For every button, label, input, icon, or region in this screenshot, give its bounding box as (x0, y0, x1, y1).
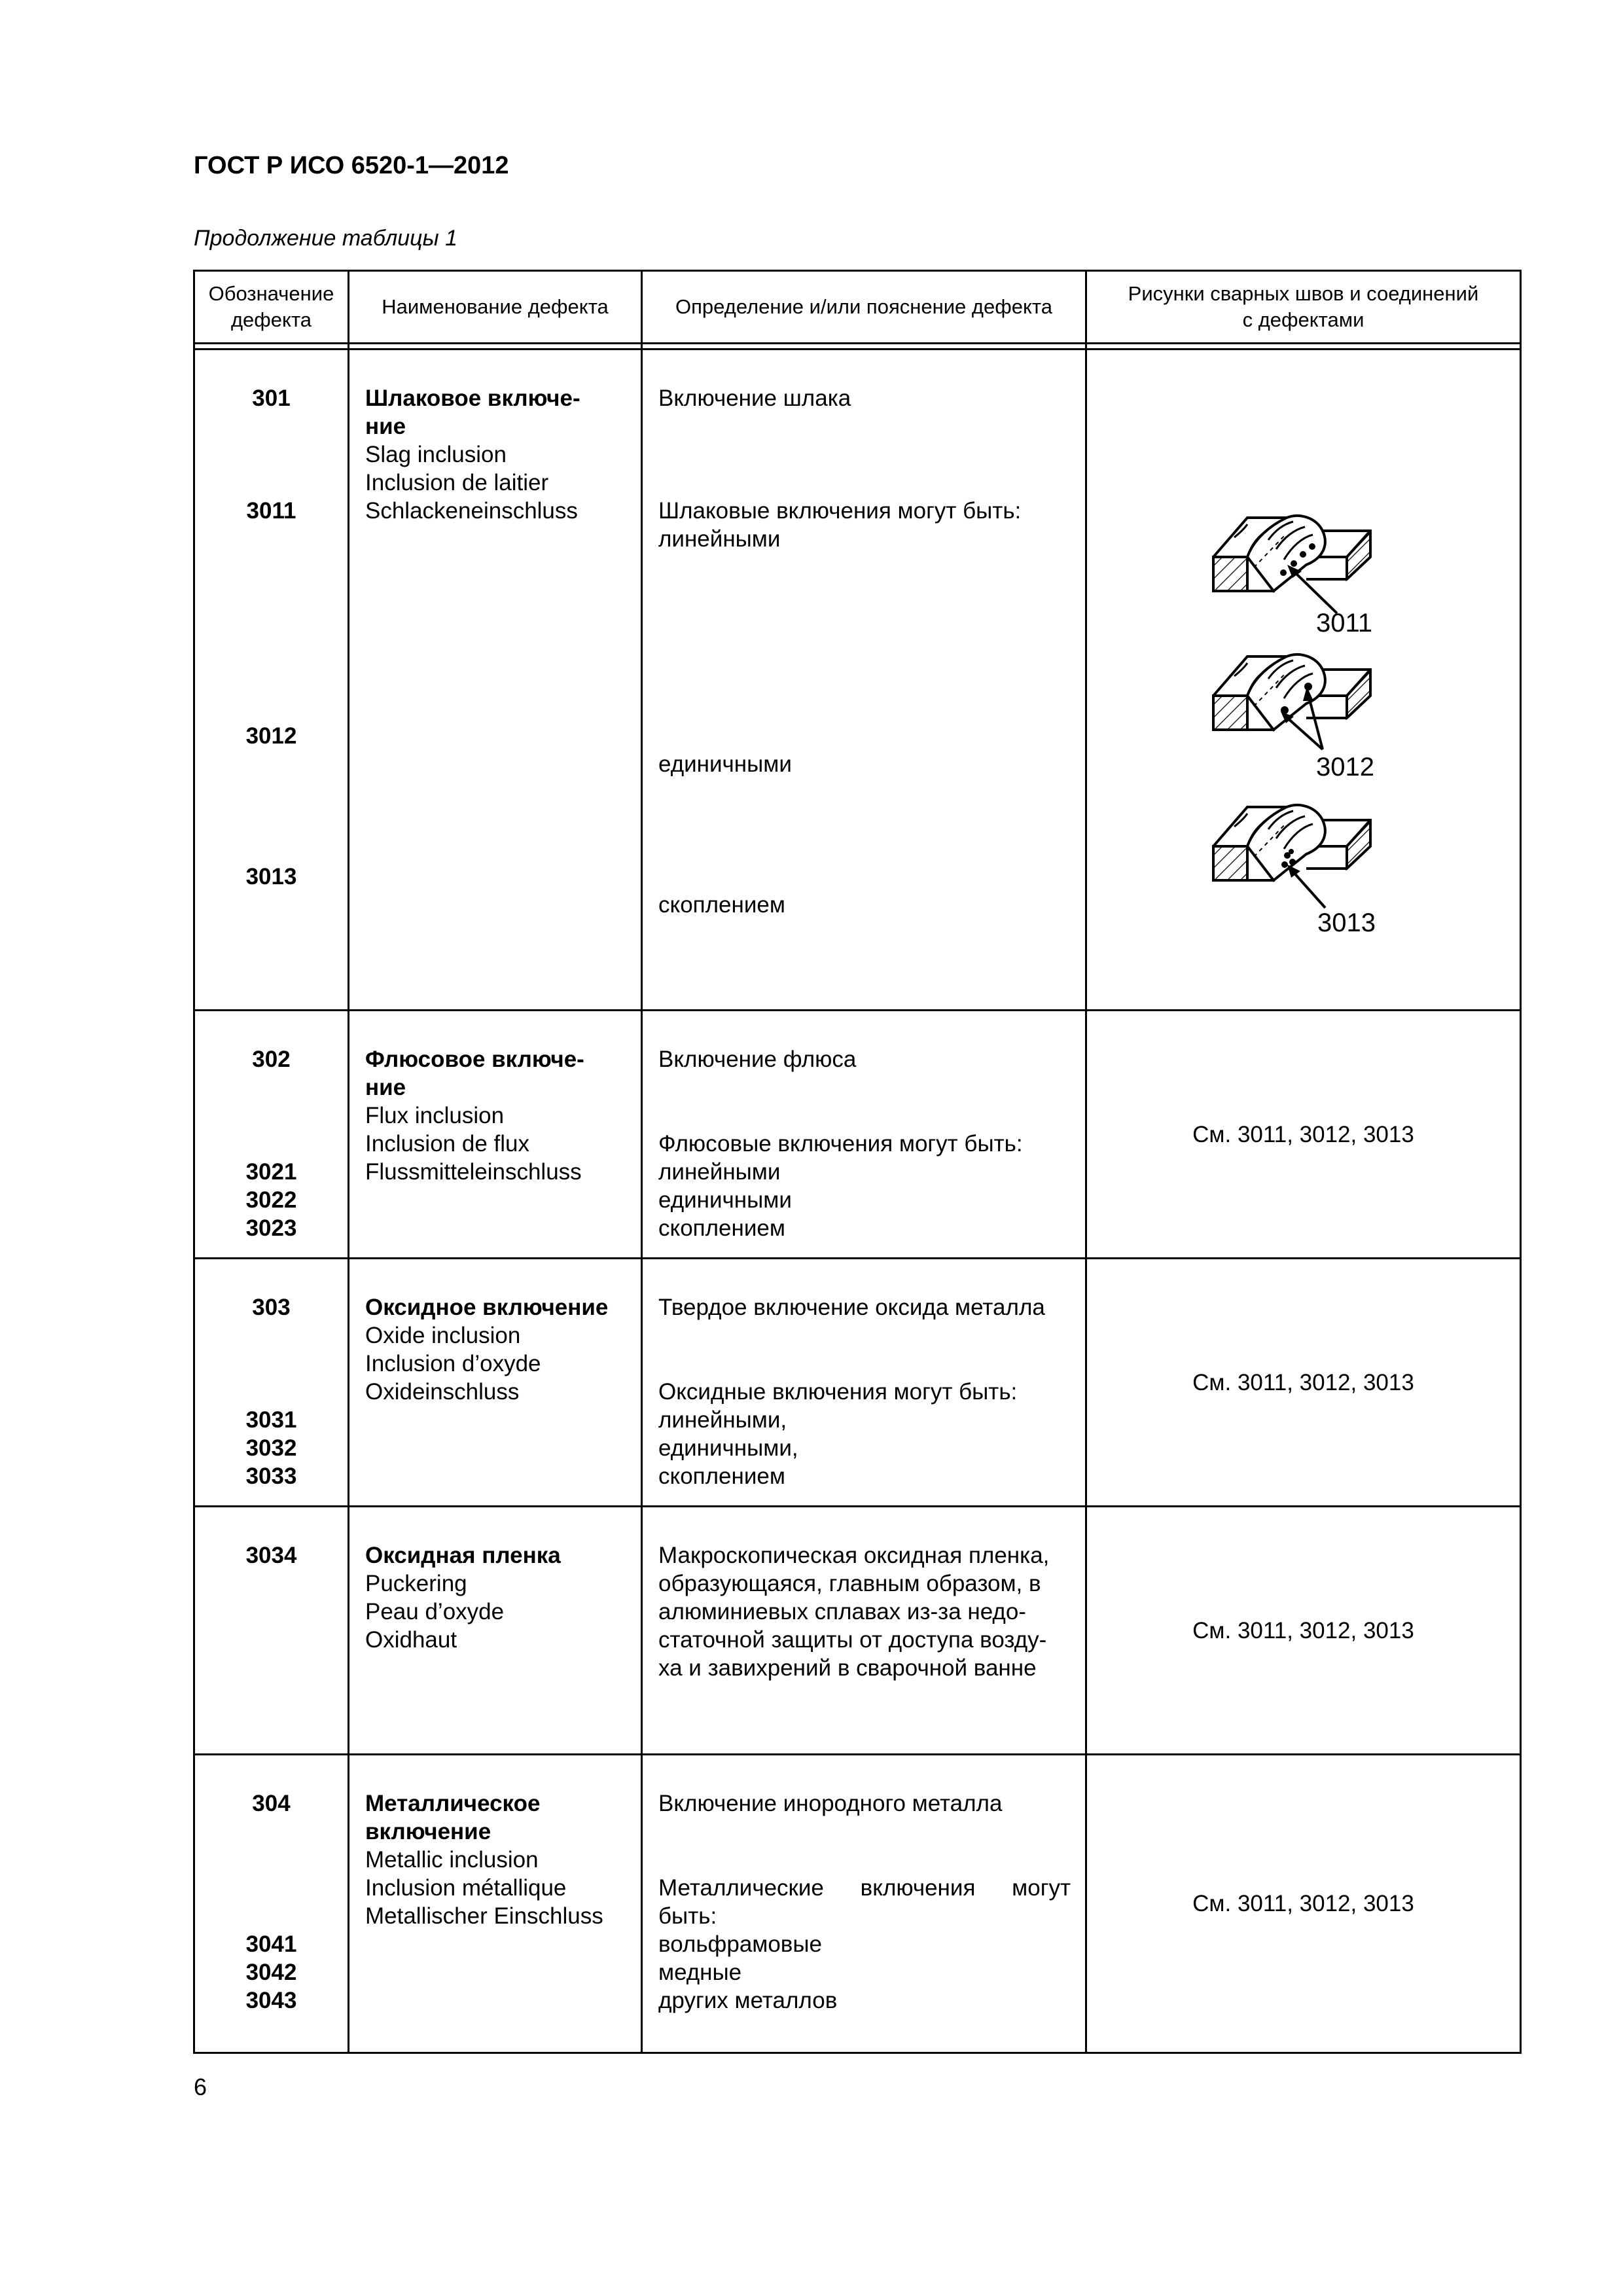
header-separator (194, 344, 1521, 350)
header-figures (1086, 271, 1521, 344)
header-figures-line-2: с дефектами (1242, 308, 1364, 331)
code-cell (194, 1011, 349, 1259)
code-3033: 3033 (245, 1463, 297, 1489)
name-fr: Inclusion de laitier (365, 470, 549, 495)
name-ru-line-1: Флюсовое включе- (365, 1047, 584, 1072)
code-3012: 3012 (245, 723, 297, 749)
name-ru-line-1: Шлаковое включе- (365, 386, 580, 411)
table-row-3034 (194, 1507, 1521, 1755)
definition-sub-3: скоплением (658, 1215, 785, 1241)
document-title: ГОСТ Р ИСО 6520-1—2012 (194, 152, 509, 179)
code-3031: 3031 (245, 1407, 297, 1433)
header-definition: Определение и/или пояснение дефекта (642, 271, 1086, 344)
definition-line-5: ха и завихрений в сварочной ванне (658, 1655, 1037, 1681)
definition-intro-line-1: Металлические включения могут (658, 1875, 1071, 1901)
code-cell (194, 350, 349, 1011)
figure-reference: См. 3011, 3012, 3013 (1086, 1755, 1521, 2053)
code-cell (194, 1755, 349, 2053)
figure-label-3013: 3013 (1317, 908, 1376, 937)
weld-figure-3013 (1087, 786, 1528, 943)
code-3043: 3043 (245, 1988, 297, 2013)
name-de: Flussmitteleinschluss (365, 1159, 582, 1185)
definition-sub-3: скоплением (658, 1463, 785, 1489)
header-code-line-1: Обозначение (208, 282, 334, 305)
definition-sub-1: линейными, (658, 1407, 787, 1433)
definition-line-2: образующаяся, главным образом, в (658, 1571, 1041, 1596)
name-cell (349, 1011, 642, 1259)
code-303: 303 (252, 1295, 291, 1320)
definition-intro: Флюсовые включения могут быть: (658, 1131, 1023, 1157)
table-caption: Продолжение таблицы 1 (194, 226, 457, 251)
defects-table (193, 270, 1522, 2054)
name-fr: Inclusion d’oxyde (365, 1351, 541, 1376)
name-ru-line-2: включение (365, 1819, 491, 1844)
name-cell (349, 1507, 642, 1755)
name-cell (349, 1755, 642, 2053)
definition-main: Включение флюса (658, 1047, 857, 1072)
code-3041: 3041 (245, 1931, 297, 1957)
definition-line-1: Макроскопическая оксидная пленка, (658, 1543, 1050, 1568)
definition-cell (642, 1259, 1086, 1507)
definition-cell (642, 1011, 1086, 1259)
name-en: Oxide inclusion (365, 1323, 521, 1348)
definition-sub-1: вольфрамовые (658, 1931, 823, 1957)
name-de: Oxidhaut (365, 1627, 457, 1653)
name-fr: Inclusion métallique (365, 1875, 567, 1901)
table-row-301 (194, 350, 1521, 1011)
name-en: Metallic inclusion (365, 1847, 539, 1873)
table-row-304 (194, 1755, 1521, 2053)
table-row-302 (194, 1011, 1521, 1259)
name-de: Oxideinschluss (365, 1379, 520, 1405)
figure-reference: См. 3011, 3012, 3013 (1086, 1507, 1521, 1755)
definition-main: Твердое включение оксида металла (658, 1295, 1045, 1320)
name-de: Metallischer Einschluss (365, 1903, 603, 1929)
definition-sub-2: единичными (658, 751, 792, 777)
figure-reference: См. 3011, 3012, 3013 (1086, 1259, 1521, 1507)
name-ru-line-1: Металлическое (365, 1791, 541, 1816)
definition-sub-2: единичными (658, 1187, 792, 1213)
definition-cell (642, 350, 1086, 1011)
weld-figure-3011 (1087, 494, 1528, 645)
name-ru: Оксидное включение (365, 1295, 609, 1320)
name-en: Puckering (365, 1571, 467, 1596)
figure-reference: См. 3011, 3012, 3013 (1086, 1011, 1521, 1259)
code-3032: 3032 (245, 1435, 297, 1461)
code-cell (194, 1259, 349, 1507)
name-ru-line-2: ние (365, 1075, 406, 1100)
header-name: Наименование дефекта (349, 271, 642, 344)
header-figures-line-1: Рисунки сварных швов и соединений (1128, 282, 1479, 305)
code-304: 304 (252, 1791, 291, 1816)
definition-main: Включение инородного металла (658, 1791, 1003, 1816)
definition-main: Включение шлака (658, 386, 851, 411)
definition-sub-2: единичными, (658, 1435, 798, 1461)
code-3022: 3022 (245, 1187, 297, 1213)
weld-figure-3012 (1087, 638, 1528, 789)
code-cell (194, 1507, 349, 1755)
name-en: Flux inclusion (365, 1103, 505, 1128)
definition-sub-3: скоплением (658, 892, 785, 918)
name-cell (349, 350, 642, 1011)
name-ru-line-2: ние (365, 414, 406, 439)
definition-cell (642, 1507, 1086, 1755)
figure-label-3012: 3012 (1316, 753, 1374, 781)
definition-sub-1: линейными (658, 526, 781, 552)
name-cell (349, 1259, 642, 1507)
name-ru: Оксидная пленка (365, 1543, 561, 1568)
definition-intro-line-2: быть: (658, 1903, 717, 1929)
definition-line-4: статочной защиты от доступа возду- (658, 1627, 1047, 1653)
definition-line-3: алюминиевых сплавах из-за недо- (658, 1599, 1026, 1624)
definition-sub-3: других металлов (658, 1988, 838, 2013)
code-302: 302 (252, 1047, 291, 1072)
table-header-row (194, 271, 1521, 344)
name-fr: Inclusion de flux (365, 1131, 529, 1157)
definition-intro: Шлаковые включения могут быть: (658, 498, 1022, 524)
code-3042: 3042 (245, 1960, 297, 1985)
definition-cell (642, 1755, 1086, 2053)
code-3013: 3013 (245, 864, 297, 889)
table-row-303 (194, 1259, 1521, 1507)
code-3021: 3021 (245, 1159, 297, 1185)
name-en: Slag inclusion (365, 442, 507, 467)
definition-sub-2: медные (658, 1960, 742, 1985)
code-3023: 3023 (245, 1215, 297, 1241)
header-code-line-2: дефекта (230, 308, 312, 331)
figure-label-3011: 3011 (1316, 609, 1373, 637)
definition-intro: Оксидные включения могут быть: (658, 1379, 1018, 1405)
code-301: 301 (252, 386, 291, 411)
page-number: 6 (194, 2073, 207, 2100)
name-fr: Peau d’oxyde (365, 1599, 505, 1624)
figures-cell (1086, 350, 1521, 1011)
code-3011: 3011 (246, 498, 296, 524)
definition-sub-1: линейными (658, 1159, 781, 1185)
name-de: Schlackeneinschluss (365, 498, 578, 524)
code-3034: 3034 (245, 1543, 297, 1568)
header-code (194, 271, 349, 344)
